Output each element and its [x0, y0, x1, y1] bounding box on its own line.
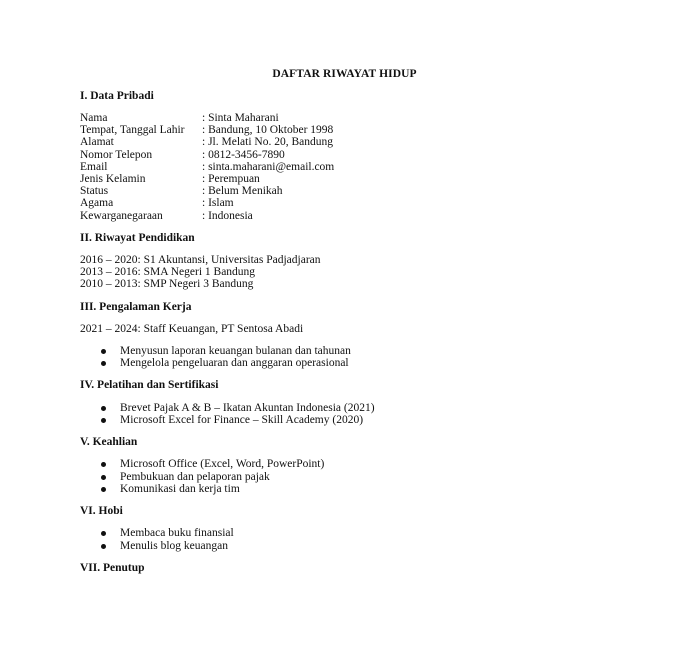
list-item-text: Mengelola pengeluaran dan anggaran operasional [120, 357, 349, 370]
field-label: Alamat [80, 136, 114, 149]
list-item-text: Menyusun laporan keuangan bulanan dan tahunan [120, 345, 351, 357]
section-heading-education: II. Riwayat Pendidikan [80, 232, 195, 244]
field-value: : Indonesia [202, 209, 253, 222]
section-heading-skills: V. Keahlian [80, 436, 138, 448]
list-item-text: Pembukuan dan pelaporan pajak [120, 470, 270, 483]
field-label: Nomor Telepon [80, 148, 153, 161]
section-heading-hobbies: VI. Hobi [80, 505, 123, 517]
field-label: Tempat, Tanggal Lahir [80, 124, 185, 137]
field-value: : sinta.maharani@email.com [202, 160, 335, 173]
field-value: : Belum Menikah [202, 185, 283, 198]
education-line: 2013 – 2016: SMA Negeri 1 Bandung [80, 266, 256, 279]
bullet-icon [101, 531, 106, 536]
bullet-icon [101, 418, 106, 423]
education-line: 2016 – 2020: S1 Akuntansi, Universitas Padjadjaran [80, 254, 321, 266]
bullet-icon [101, 349, 106, 354]
list-item-text: Brevet Pajak A & B – Ikatan Akuntan Indonesia (2021) [120, 402, 375, 414]
education-line: 2010 – 2013: SMP Negeri 3 Bandung [80, 278, 254, 291]
section-heading-training: IV. Pelatihan dan Sertifikasi [80, 379, 219, 391]
field-value: : Sinta Maharani [202, 112, 279, 124]
list-item-text: Microsoft Excel for Finance – Skill Academy (2020) [120, 414, 364, 427]
list-item-text: Komunikasi dan kerja tim [120, 482, 240, 495]
section-heading-personal: I. Data Pribadi [80, 90, 154, 102]
field-value: : Bandung, 10 Oktober 1998 [202, 124, 334, 137]
field-label: Kewarganegaraan [80, 209, 163, 222]
list-item-text: Menulis blog keuangan [120, 540, 228, 552]
bullet-icon [101, 475, 106, 480]
section-heading-closing: VII. Penutup [80, 562, 145, 574]
bullet-icon [101, 406, 106, 411]
section-heading-experience: III. Pengalaman Kerja [80, 301, 192, 313]
bullet-icon [101, 487, 106, 492]
field-label: Status [80, 185, 109, 198]
field-label: Jenis Kelamin [80, 173, 146, 185]
list-item-text: Microsoft Office (Excel, Word, PowerPoint) [120, 458, 325, 470]
field-label: Nama [80, 112, 108, 124]
field-value: : 0812-3456-7890 [202, 148, 285, 161]
field-value: : Islam [202, 197, 234, 210]
experience-position: 2021 – 2024: Staff Keuangan, PT Sentosa Abadi [80, 323, 304, 335]
bullet-icon [101, 544, 106, 549]
bullet-icon [101, 462, 106, 467]
field-label: Email [80, 160, 108, 173]
field-label: Agama [80, 197, 114, 210]
list-item-text: Membaca buku finansial [120, 527, 234, 539]
document-title: DAFTAR RIWAYAT HIDUP [272, 68, 417, 80]
field-value: : Jl. Melati No. 20, Bandung [202, 136, 333, 149]
bullet-icon [101, 361, 106, 366]
field-value: : Perempuan [202, 173, 260, 185]
